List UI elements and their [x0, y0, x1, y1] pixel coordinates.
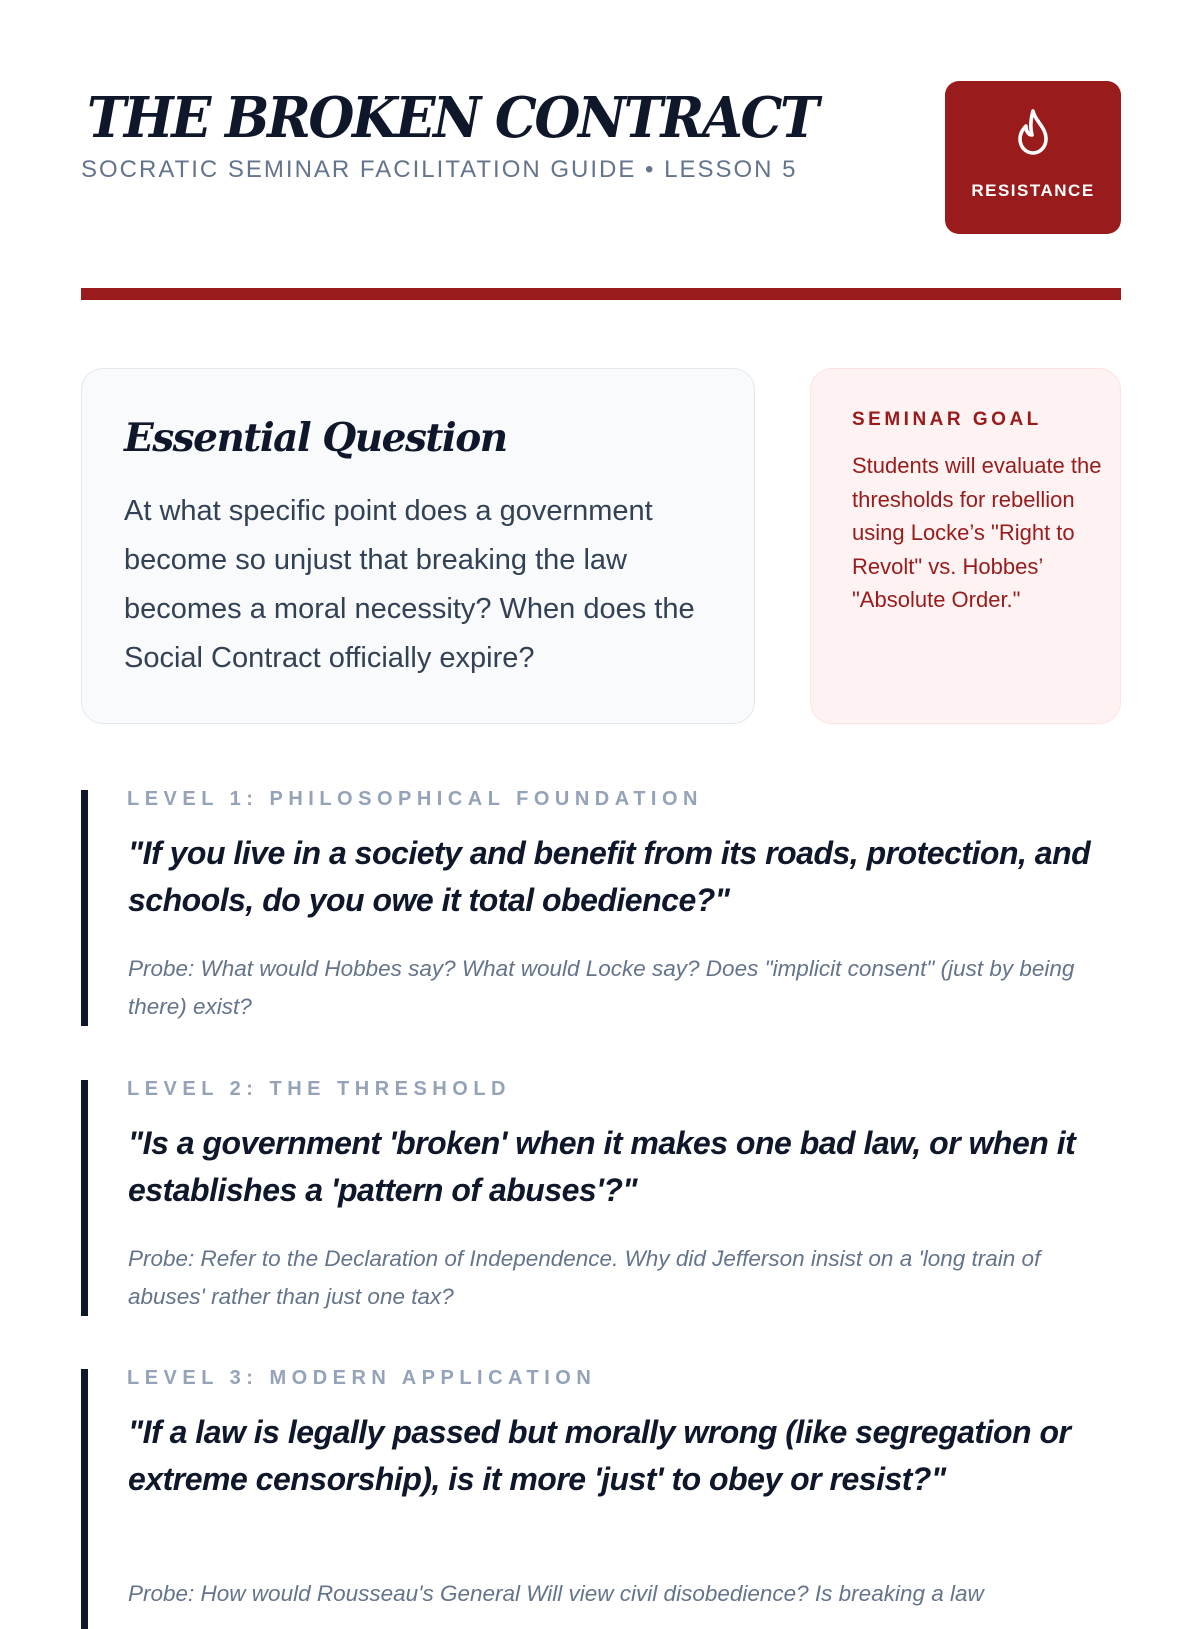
level-question: "If you live in a society and benefit from its roads, protection, and schools, do you owe it total obedience?"	[128, 835, 1091, 918]
essential-question-text: At what specific point does a government become so unjust that breaking the law becomes a moral necessity? When does the Social Contract officially expire?	[124, 495, 695, 674]
level-1-block	[81, 790, 1121, 1026]
header-divider	[81, 288, 1121, 300]
flame-icon	[1013, 107, 1053, 157]
level-2-block	[81, 1080, 1121, 1316]
seminar-goal-label: SEMINAR GOAL	[852, 409, 1042, 430]
level-label: LEVEL 3: MODERN APPLICATION	[127, 1367, 597, 1389]
essential-question-heading: Essential Question	[124, 415, 507, 461]
badge-label: RESISTANCE	[971, 181, 1095, 200]
level-3-block	[81, 1369, 1121, 1629]
level-probe: Probe: How would Rousseau's General Will view civil disobedience? Is breaking a law	[128, 1581, 984, 1606]
resistance-badge	[945, 81, 1121, 234]
level-question: "Is a government 'broken' when it makes one bad law, or when it establishes a 'pattern of abuses'?"	[128, 1125, 1076, 1208]
level-label: LEVEL 2: THE THRESHOLD	[127, 1078, 511, 1100]
page-title: THE BROKEN CONTRACT	[87, 85, 817, 151]
level-probe: Probe: What would Hobbes say? What would Locke say? Does "implicit consent" (just by being there) exist?	[128, 956, 1075, 1019]
page-subtitle: SOCRATIC SEMINAR FACILITATION GUIDE • LESSON 5	[81, 156, 798, 183]
seminar-goal-text: Students will evaluate the thresholds for rebellion using Locke’s "Right to Revolt" vs. Hobbes’ "Absolute Order."	[852, 453, 1102, 612]
level-probe: Probe: Refer to the Declaration of Independence. Why did Jefferson insist on a 'long train of abuses' rather than just one tax?	[128, 1246, 1041, 1309]
level-label: LEVEL 1: PHILOSOPHICAL FOUNDATION	[127, 788, 703, 810]
seminar-goal-card	[810, 368, 1121, 724]
level-question: "If a law is legally passed but morally wrong (like segregation or extreme censorship), is it more 'just' to obey or resist?"	[128, 1414, 1071, 1497]
essential-question-card	[81, 368, 755, 724]
